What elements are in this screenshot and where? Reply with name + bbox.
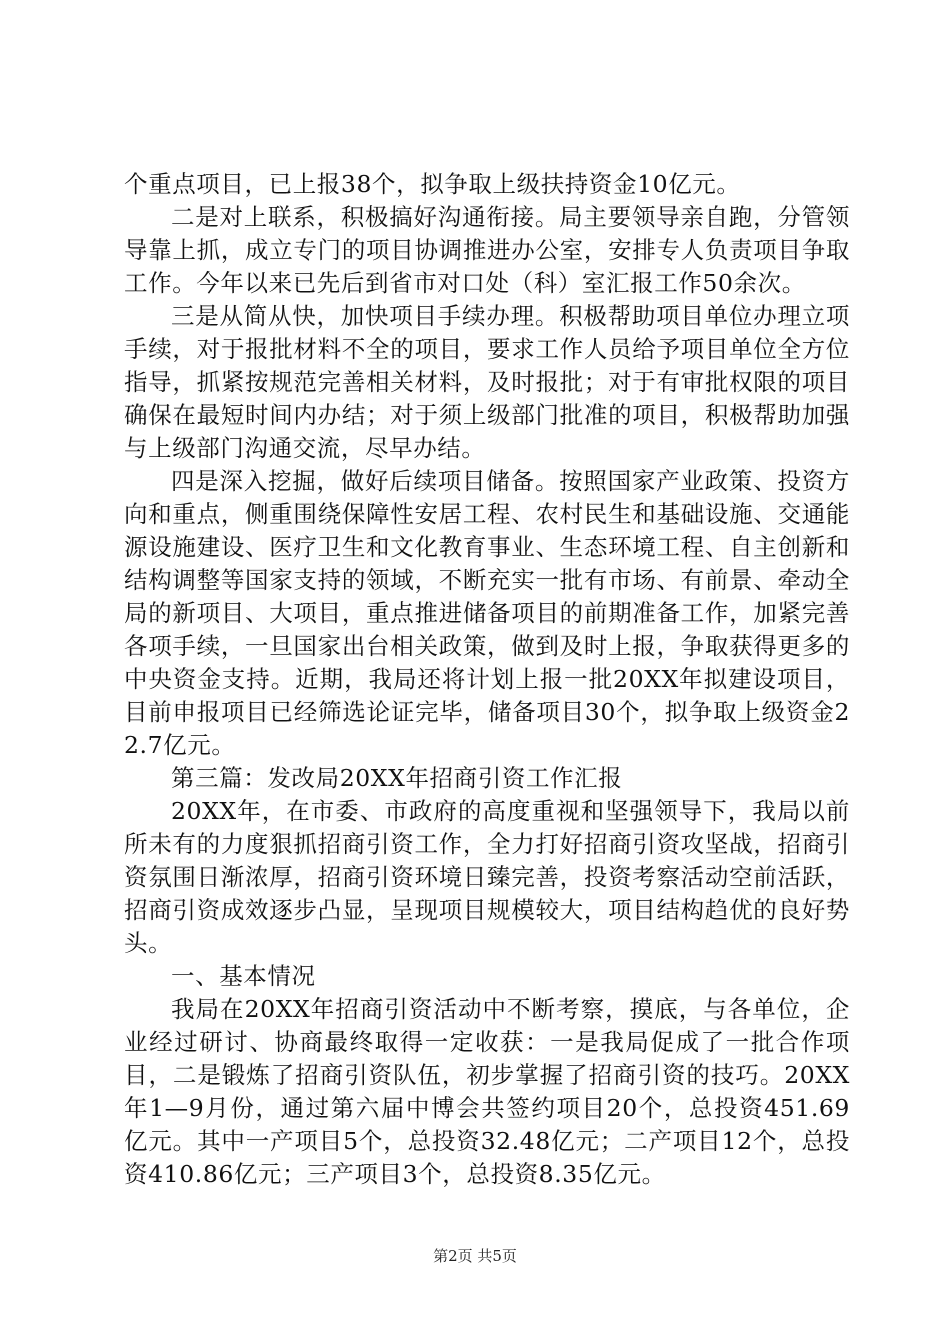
page-footer: 第2页 共5页	[433, 1247, 517, 1265]
paragraph-6: 20XX年，在市委、市政府的高度重视和坚强领导下，我局以前所未有的力度狠抓招商引资工作，全力打好招商引资攻坚战，招商引资氛围日渐浓厚，招商引资环境日臻完善，投资考察活动空前活跃，招商引资成效逐步凸显，呈现项目规模较大，项目结构趋优的良好势头。	[124, 797, 850, 957]
subheading-basic-situation: 一、基本情况	[171, 962, 316, 990]
paragraph-8: 我局在20XX年招商引资活动中不断考察，摸底，与各单位，企业经过研讨、协商最终取得一定收获：一是我局促成了一批合作项目，二是锻炼了招商引资队伍，初步掌握了招商引资的技巧。20XX年1—9月份，通过第六届中博会共签约项目20个，总投资451.69亿元。其中一产项目5个，总投资32.48亿元；二产项目12个，总投资410.86亿元；三产项目3个，总投资8.35亿元。	[124, 995, 850, 1188]
document-body	[124, 168, 850, 1191]
paragraph-3: 三是从简从快，加快项目手续办理。积极帮助项目单位办理立项手续，对于报批材料不全的项目，要求工作人员给予项目单位全方位指导，抓紧按规范完善相关材料，及时报批；对于有审批权限的项目确保在最短时间内办结；对于须上级部门批准的项目，积极帮助加强与上级部门沟通交流，尽早办结。	[124, 302, 850, 462]
paragraph-2: 二是对上联系，积极搞好沟通衔接。局主要领导亲自跑，分管领导靠上抓，成立专门的项目协调推进办公室，安排专人负责项目争取工作。今年以来已先后到省市对口处（科）室汇报工作50余次。	[124, 203, 850, 297]
paragraph-1: 个重点项目，已上报38个，拟争取上级扶持资金10亿元。	[124, 170, 741, 198]
paragraph-4: 四是深入挖掘，做好后续项目储备。按照国家产业政策、投资方向和重点，侧重围绕保障性安居工程、农村民生和基础设施、交通能源设施建设、医疗卫生和文化教育事业、生态环境工程、自主创新和结构调整等国家支持的领域，不断充实一批有市场、有前景、牵动全局的新项目、大项目，重点推进储备项目的前期准备工作，加紧完善各项手续，一旦国家出台相关政策，做到及时上报，争取获得更多的中央资金支持。近期，我局还将计划上报一批20XX年拟建设项目，目前申报项目已经筛选论证完毕，储备项目30个，拟争取上级资金22.7亿元。	[124, 467, 850, 759]
section-title-3: 第三篇：发改局20XX年招商引资工作汇报	[171, 764, 623, 792]
